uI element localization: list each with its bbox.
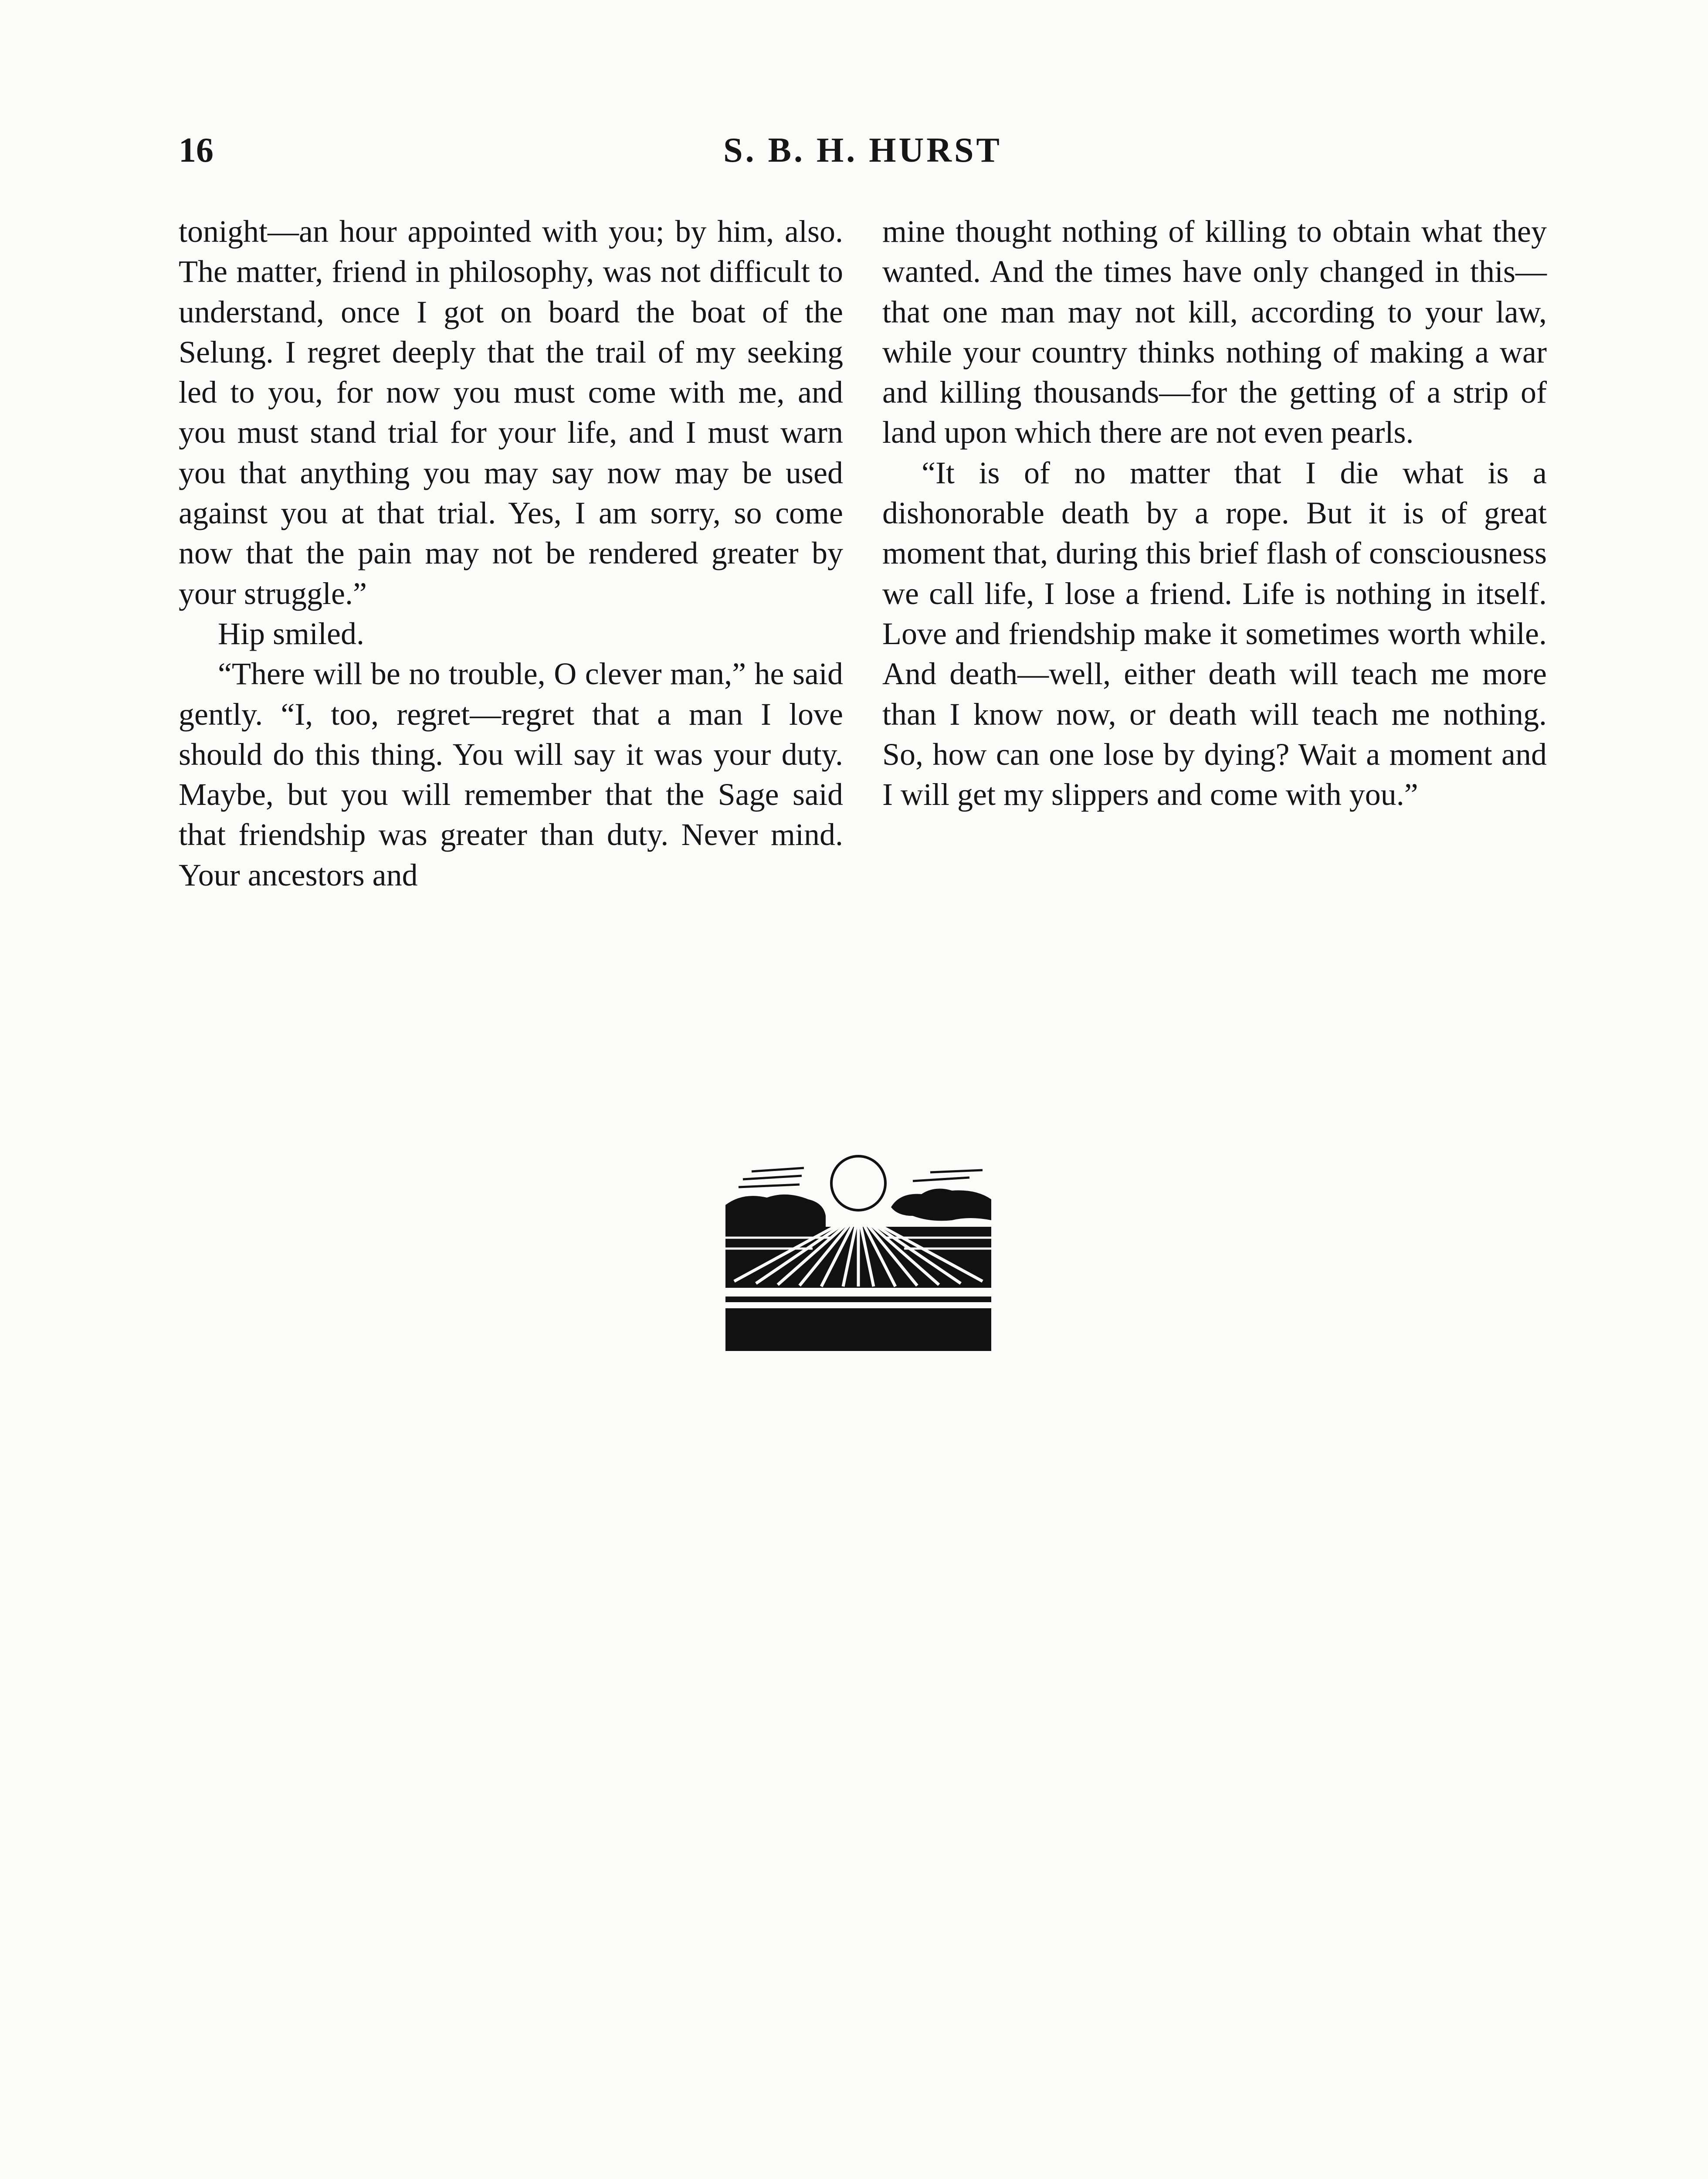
sunrise-woodcut-icon [725,1151,991,1351]
paragraph: Hip smiled. [218,616,364,651]
body-text [179,211,1547,1031]
paragraph: tonight—an hour appointed with you; by him, also. The matter, friend in philosophy, was not difficult to understand, once I got on board the boat of the Selung. I regret deeply that the trail of my seeking led to you, for now you must come with me, and you must stand trial for your life, and I must warn you that anything you may say now may be used against you at that trial. Yes, I am sorry, so come now that the pain may not be rendered greater by your struggle.” [179,214,843,611]
page-number: 16 [179,131,214,170]
page-header [179,124,1547,176]
paragraph: “It is of no matter that I die what is a dishonorable death by a rope. But it is of great moment that, during this brief flash of consciousness we call life, I lose a friend. Life is nothing in itself. Love and friendship make it sometimes worth while. And death—well, either death will teach me more than I know now, or death will teach me nothing. So, how can one lose by dying? Wait a moment and I will get my slippers and come with you.” [882,455,1547,812]
paragraph: “There will be no trouble, O clever man,” he said gently. “I, too, regret—regret that a man I love should do this thing. You will say it was your duty. Maybe, but you will remember that the Sage said that friendship was greater than duty. Never mind. Your ancestors and [179,656,843,893]
paragraph: mine thought nothing of killing to obtain what they wanted. And the times have only changed in this—that one man may not kill, according to your law, while your country thinks nothing of making a war and killing thousands—for the getting of a strip of land upon which there are not even pearls. [882,214,1547,450]
right-column [882,211,1547,815]
left-column [179,211,843,895]
running-head-author: S. B. H. HURST [723,131,1002,170]
